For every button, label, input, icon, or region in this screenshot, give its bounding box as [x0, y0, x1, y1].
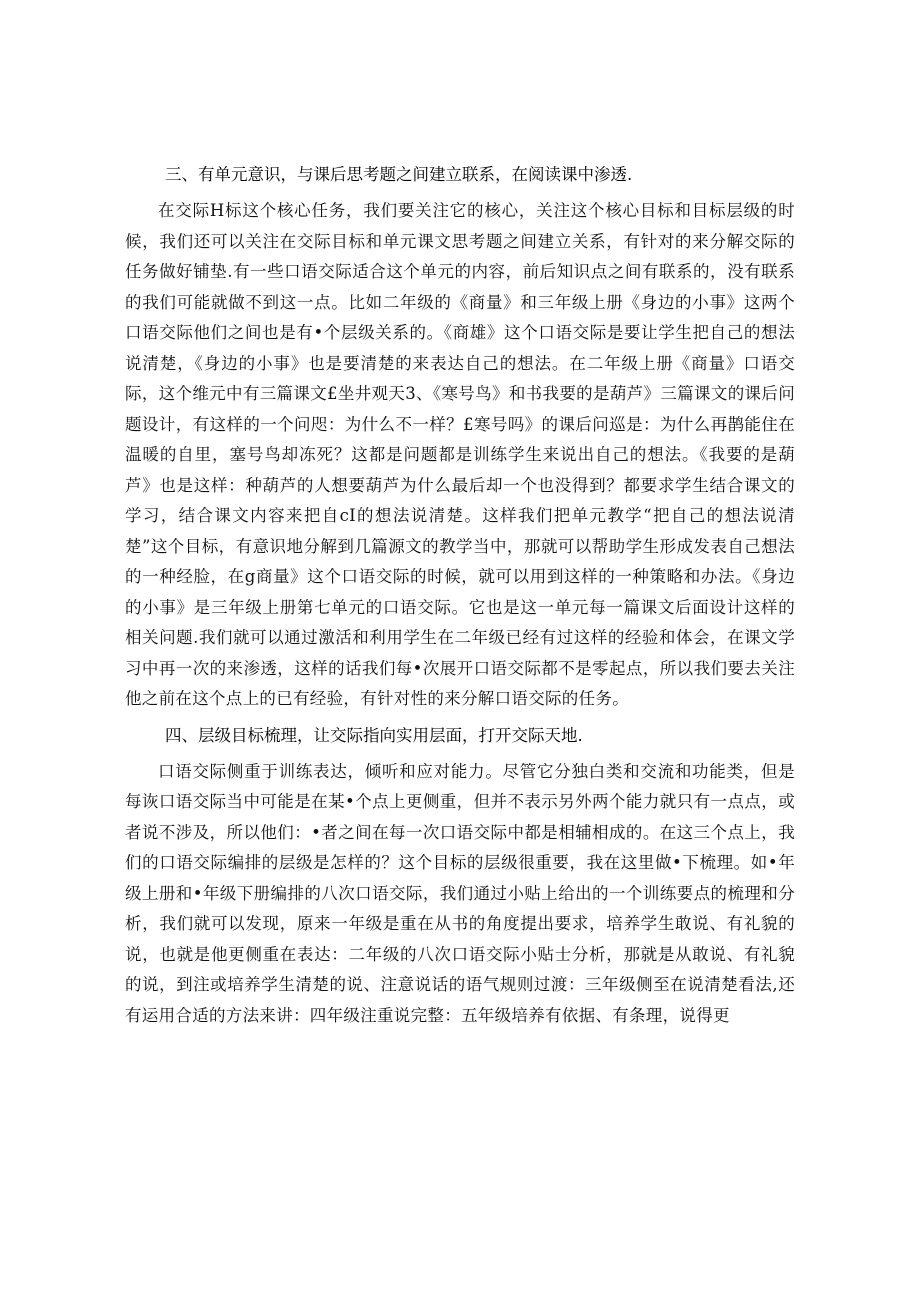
section-heading-4: 四、层级目标梳理，让交际指向实用层面，打开交际天地.: [165, 725, 583, 745]
section-paragraph-4: 口语交际侧重于训练表达，倾听和应对能力。尽管它分独白类和交流和功能类，但是每诙口语交际当中可能是在某•个点上更侧重，但并不表示另外两个能力就只有一点点，或者说不涉及，所以他们：•者之间在每一次口语交际中都是相辅相成的。在这三个点上，我们的口语交际编排的层级是怎样的？这个目标的层级很重要，我在这里做•下梳理。如•年级上册和•年级下册编排的八次口语交际，我们通过小贴上给出的一个训练要点的梳理和分析，我们就可以发现，原来一年级是重在从书的角度提出要求，培养学生敢说、有礼貌的说，也就是他更侧重在表达：二年级的八次口语交际小贴士分析，那就是从敢说、有礼貌的说，到注或培养学生清楚的说、注意说话的语气规则过渡：三年级侧至在说清楚看法,还有运用合适的方法来讲：四年级注重说完整：五年级培养有依据、有条理，说得更: [125, 761, 795, 1025]
section-heading-3: 三、有单元意识，与课后思考题之间建立联系，在阅读课中渗透.: [165, 165, 633, 184]
document-body: [125, 160, 795, 1031]
section-paragraph-3: 在交际H标这个核心任务，我们要关注它的核心，关注这个核心目标和目标层级的时候，我们还可以关注在交际目标和单元课文思考题之间建立关系，有针对的来分解交际的任务做好铺垫.有一些口语交际适合这个单元的内容，前后知识点之间有联系的，没有联系的我们可能就做不到这一点。比如二年级的《商量》和三年级上册《身边的小事》这两个口语交际他们之间也是有•个层级关系的。《商雄》这个口语交际是要让学生把自己的想法说清楚，《身边的小事》也是要清楚的来表达自己的想法。在二年级上册《商量》口语交际，这个维元中有三篇课文£坐井观天3、《寒号鸟》和书我要的是葫芦》三篇课文的课后问题设计，有这样的一个问咫：为什么不一样？£寒号吗》的课后问巡是：为什么再鹊能住在温暖的自里，塞号鸟却冻死？这都是问题都是训练学生来说出自己的想法。《我要的是葫芦》也是这样：种葫芦的人想要葫芦为什么最后却一个也没得到？都要求学生结合课文的学习，结合课文内容来把自cI的想法说清楚。这样我们把单元教学“把自己的想法说清楚”这个目标，有意识地分解到几篇源文的教学当中，那就可以帮助学生形成发表自己想法的一种经脸，在g商量》这个口语交际的时候，就可以用到这样的一种策略和办法。《身边的小事》是三年级上册第七单元的口语交际。它也是这一单元每一篇课文后面设计这样的相关问题.我们就可以通过激活和利用学生在二年级已经有过这样的经验和体会，在课文学习中再一次的来渗透，这样的话我们每•次展开口语交际都不是零起点，所以我们要去关注他之前在这个点上的已有经验，有针对性的来分解口语交际的任务。: [125, 201, 795, 708]
